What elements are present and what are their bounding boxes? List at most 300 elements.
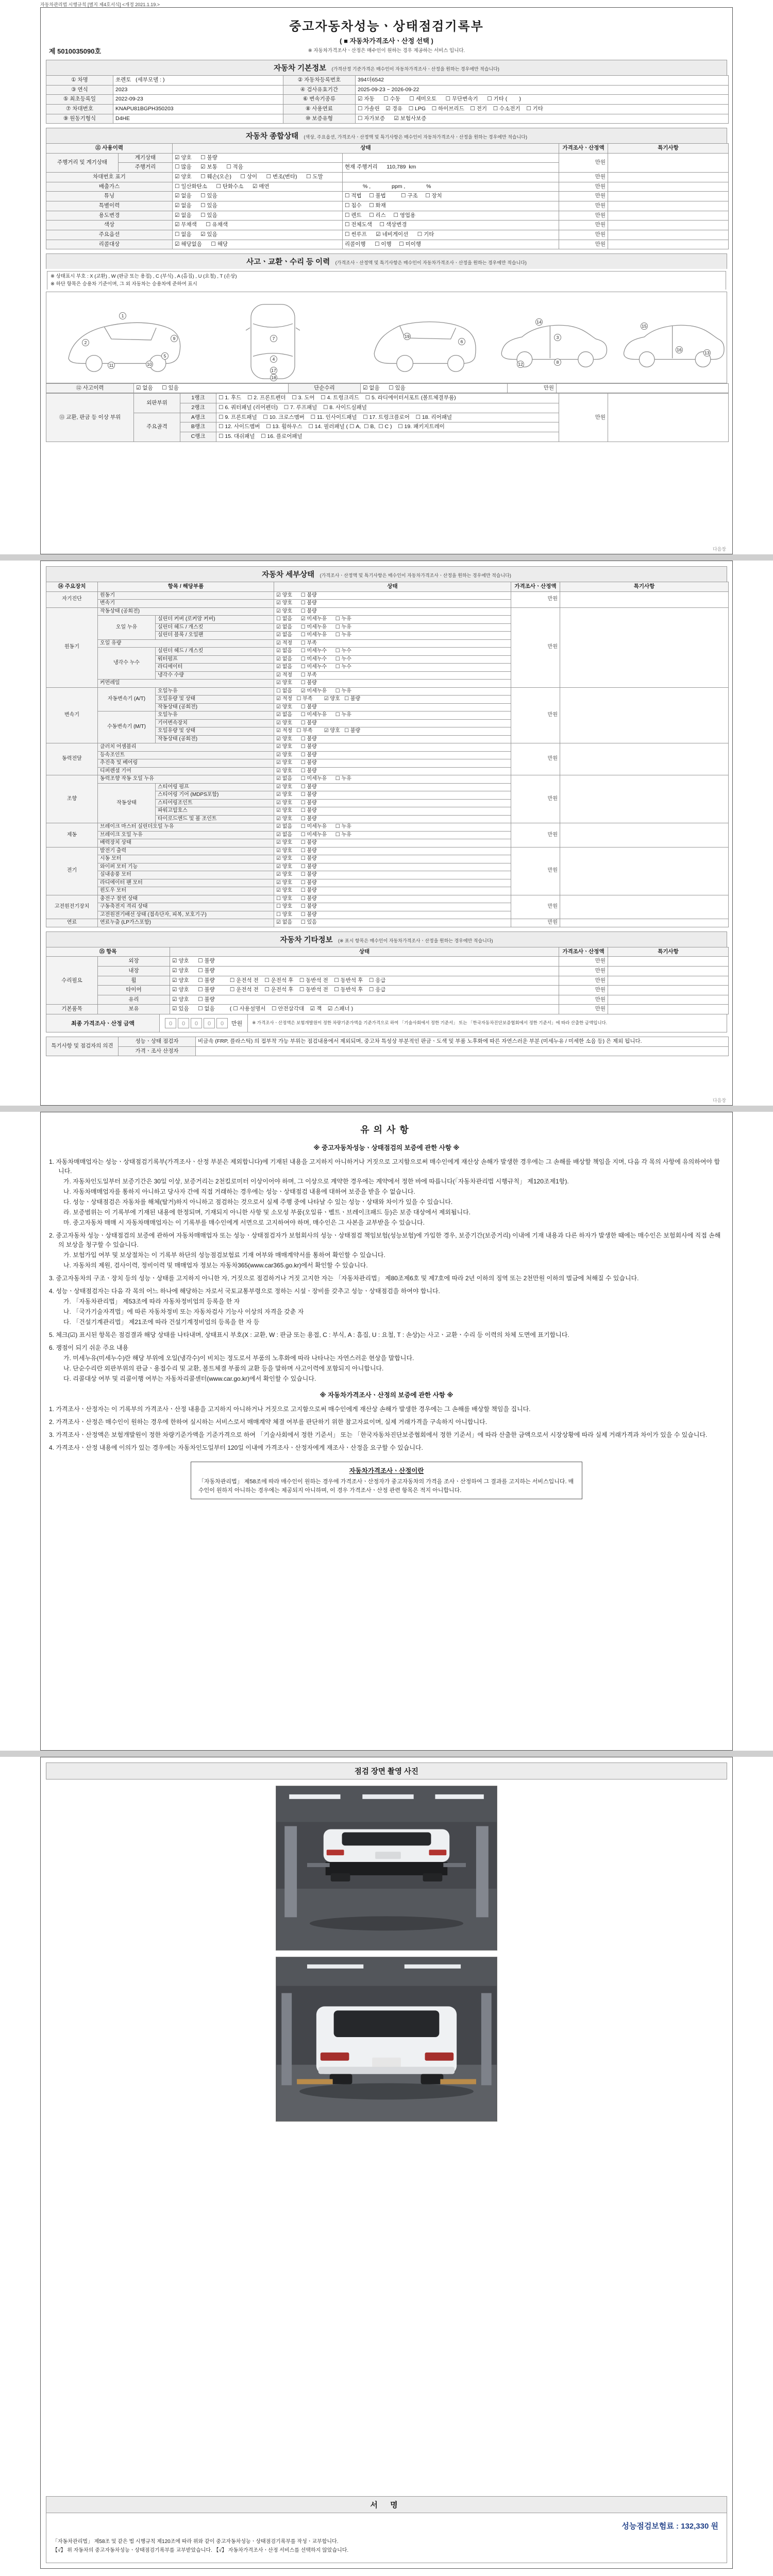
section-etc-subtitle: (※ 표시 항목은 매수인이 자동차가격조사ㆍ산정을 원하는 경우에만 적습니다): [338, 938, 493, 943]
etc-status: ☑ 양호 ☐ 불량: [170, 966, 559, 976]
detail-item: 브레이크 오일 누유: [98, 831, 274, 839]
etc-item: 유리: [98, 995, 170, 1005]
etc-row: [46, 986, 729, 995]
detail-status: ☑ 적정 ☐ 부족: [274, 639, 511, 648]
document-number: 제 5010035090호: [49, 47, 102, 55]
page-3: [40, 1112, 733, 1751]
notice-body: [46, 1143, 727, 1452]
detail-status: ☑ 양호 ☐ 불량: [274, 839, 511, 848]
detail-item: 추진축 및 베어링: [98, 759, 274, 768]
final-price-unit: 만원: [231, 1021, 243, 1027]
detail-item: 기어변속장치: [156, 719, 274, 727]
notice-line-text: 나. 「국가기술자격법」에 따른 자동차정비 또는 자동차검사 기능사 이상의 자격을 갖춘 자: [63, 1308, 304, 1315]
accident-remark: [557, 383, 729, 393]
summary-note: [343, 173, 559, 182]
next-page-label: 다음장: [712, 1098, 726, 1103]
detail-status: ☑ 양호 ☐ 불량: [274, 879, 511, 887]
detail-price: 만원: [511, 687, 560, 743]
diagram-number: 10: [146, 361, 153, 368]
basic-info-row: [46, 104, 729, 114]
section-etc-header: [46, 931, 727, 947]
signature-legal-line-2: 【√】 위 자동차의 중고자동차성능ㆍ상태점검기록부를 교부받았습니다. 【√】 자동차가격조사ㆍ산정 서비스를 선택하지 않았습니다.: [53, 2548, 349, 2553]
section-summary-subtitle: (색상, 주요옵션, 가격조사ㆍ산정액 및 특기사항은 매수인이 자동차가격조사ㆍ산정을 원하는 경우에만 적습니다): [304, 134, 527, 140]
detail-item: 와이퍼 모터 기능: [98, 863, 274, 871]
section-basic-title: 자동차 기본정보: [274, 64, 327, 73]
notice-line: [49, 1177, 724, 1186]
detail-item: 워터펌프: [156, 655, 274, 664]
notice-line-text: 나. 자동차매매업자를 통하지 아니하고 당사자 간에 직접 거래하는 경우에는 성능ㆍ상태점검 내용에 대하여 보증을 받을 수 없습니다.: [63, 1188, 415, 1195]
summary-item: 주행거리 및 계기상태: [46, 153, 119, 172]
exchange-part-label: ⑬ 교환, 판금 등 이상 부위: [46, 394, 134, 442]
section-accident-header: [46, 253, 727, 269]
detail-status: ☑ 양호 ☐ 불량: [274, 607, 511, 616]
detail-item: 작동상태 (공회전): [156, 735, 274, 743]
section-detail-subtitle: (가격조사ㆍ산정액 및 특기사항은 매수인이 자동차가격조사ㆍ산정을 원하는 경우에만 적습니다): [320, 573, 511, 578]
detail-item: 발전기 출력: [98, 847, 274, 855]
price-digit-box: 0: [191, 1018, 202, 1028]
detail-status: ☑ 적정 ☐ 부족 ☑ 양호 ☐ 불량: [274, 696, 511, 704]
basic-label: ④ 검사유효기간: [283, 85, 356, 95]
basic-value: KNAPU81BGPH350203: [113, 104, 283, 114]
summary-price: 만원: [559, 230, 608, 240]
section-basic-subtitle: (가격산정 기준가격은 매수인이 자동차가격조사ㆍ산정을 원하는 경우에만 적습니다): [331, 66, 499, 72]
summary-note: ☐ 썬루프 ☑ 네비게이션 ☐ 기타: [343, 230, 559, 240]
summary-row: [46, 182, 729, 192]
photo-1-lift-scene: [276, 1786, 497, 1950]
notice-line: [49, 1208, 724, 1217]
detail-item: 스티어링 펌프: [156, 783, 274, 791]
notice-line-text: 2. 가격조사ㆍ산정은 매수인이 원하는 경우에 한하여 실시하는 서비스로서 매매계약 체결 여부를 판단하기 위한 참고자료이며, 실제 거래가격을 구속하지 아니합니다.: [49, 1418, 488, 1426]
detail-item: 고전원전기배선 상태 (접속단자, 피복, 보호기구): [98, 911, 274, 919]
detail-group: 연료: [46, 919, 98, 927]
price-appraisal-definition-box: [191, 1462, 582, 1500]
page-gap: [0, 554, 773, 561]
detail-item: 오일유량 및 상태: [156, 696, 274, 704]
summary-row: [46, 211, 729, 221]
page-2: [40, 561, 733, 1106]
detail-table: [46, 582, 729, 927]
detail-status: ☑ 없음 ☐ 있음: [274, 919, 511, 927]
etc-remark: [608, 1005, 729, 1014]
next-page-label: 다음장: [712, 547, 726, 552]
detail-price: 만원: [511, 823, 560, 848]
detail-header-row: [46, 582, 729, 592]
basic-info-table: [46, 75, 729, 124]
diagram-number: 9: [171, 335, 178, 342]
detail-remark: [560, 775, 729, 823]
diagram-number: 11: [108, 362, 115, 369]
summary-status: ☑ 없음 ☐ 있음: [173, 201, 343, 211]
etc-row: [46, 957, 729, 967]
etc-group: 기본품목: [46, 1005, 98, 1014]
etc-price: 만원: [559, 995, 608, 1005]
etc-item: 내장: [98, 966, 170, 976]
notice-line: [49, 1417, 724, 1427]
notice-line: [49, 1197, 724, 1207]
notice-line: [49, 1261, 724, 1270]
detail-item: 윈도우 모터: [98, 887, 274, 895]
detail-item: 타이로드엔드 및 볼 조인트: [156, 815, 274, 823]
page-4: [40, 1757, 733, 2569]
diagram-number: 8: [554, 359, 561, 366]
accident-price: 만원: [508, 383, 557, 393]
price-digit-box: 0: [216, 1018, 228, 1028]
detail-status: ☐ 없음 ☑ 미세누유 ☐ 누유: [274, 616, 511, 624]
summary-remark: [608, 192, 729, 201]
exchange-rank-label: A랭크: [180, 413, 216, 422]
basic-value: 2023: [113, 85, 283, 95]
detail-item: 커먼레일: [98, 680, 274, 688]
summary-row: [46, 173, 729, 182]
detail-status: ☑ 양호 ☐ 불량: [274, 719, 511, 727]
detail-item: 냉각수 수량: [156, 671, 274, 680]
detail-col-price: 가격조사ㆍ산정액: [511, 582, 560, 592]
detail-status: ☑ 없음 ☐ 미세누유 ☐ 누유: [274, 623, 511, 632]
summary-row: [46, 230, 729, 240]
notice-line-text: 가. 보험가입 여부 및 보상절차는 이 기록부 하단의 성능점검보험료 기재 여부와 매매계약서를 통하여 확인할 수 있습니다.: [63, 1251, 385, 1259]
opinion-row-appraiser: [46, 1046, 729, 1056]
notice-line: [49, 1374, 724, 1383]
etc-table: [46, 947, 729, 1014]
opinion-text-inspector: 비금속 (FRP, 플라스틱) 의 접부착 가능 부위는 점검내용에서 제외되며, 중고차 특성상 부분적인 판금ㆍ도색 및 부품 노후화에 따른 자연스러운 부분 (미세누유 / 미세한 소음 등) 은 제외 됩니다.: [196, 1037, 729, 1047]
etc-header-row: [46, 947, 729, 957]
section-accident-subtitle: (가격조사ㆍ산정액 및 특기사항은 매수인이 자동차가격조사ㆍ산정을 원하는 경우에만 적습니다): [335, 260, 527, 266]
section-etc-title: 자동차 기타정보: [280, 936, 333, 944]
detail-status: ☐ 양호 ☐ 불량: [274, 903, 511, 911]
detail-price: 만원: [511, 607, 560, 687]
section-detail-header: [46, 566, 727, 582]
form-reference: 자동차관리법 시행규칙 [별지 제4호서식] <개정 2021.1.19.>: [40, 2, 160, 7]
detail-group: 조향: [46, 775, 98, 823]
notice-line-text: 4. 성능ㆍ상태점검자는 다음 각 목의 어느 하나에 해당하는 자로서 국토교통부령으로 정하는 시설ㆍ장비를 갖추고 성능ㆍ상태점검을 하여야 합니다.: [49, 1287, 440, 1295]
etc-col-item: ⑮ 항목: [46, 947, 170, 957]
exchange-items: ☐ 15. 대쉬패널 ☐ 16. 플로어패널: [216, 432, 559, 442]
notice-line-text: 가. 자동차인도일부터 보증기간은 30일 이상, 보증거리는 2천킬로미터 이상이어야 하며, 그 이상으로 계약한 경우에는 계약에서 정한 바에 따릅니다(「자동차관리법 시행규칙」 제120조제1항).: [63, 1177, 569, 1185]
detail-status: ☑ 없음 ☐ 미세누유 ☐ 누유: [274, 711, 511, 720]
detail-item: 작동상태 (공회전): [156, 703, 274, 711]
diagram-number: 18: [270, 374, 277, 381]
summary-note: ☐ 전체도색 ☐ 색상변경: [343, 221, 559, 230]
notice-line-text: 2. 중고자동차 성능ㆍ상태점검의 보증에 관하여 자동차매매업자 또는 성능ㆍ상태점검자가 보험회사의 성능ㆍ상태점검 책임보험(성능보험)에 가입한 경우, 보증기간(보증거리) 이내에 기재 내용과 다른 하자가 발생한 때에는 매수인은 보험회사에 직접 손해의 보상을 청구할 수 있습니다.: [49, 1231, 721, 1248]
summary-price: 만원: [559, 221, 608, 230]
basic-info-row: [46, 76, 729, 86]
opinion-text-appraiser: [196, 1046, 729, 1056]
detail-group: 동력전달: [46, 743, 98, 775]
detail-item: 연료누출 (LP가스포함): [98, 919, 274, 927]
final-price-digits: [160, 1016, 247, 1030]
notice-line-text: 4. 가격조사ㆍ산정 내용에 이의가 있는 경우에는 자동차인도일부터 120일 이내에 가격조사ㆍ산정자에게 재조사ㆍ산정을 요구할 수 있습니다.: [49, 1444, 423, 1451]
diagram-number: 12: [517, 361, 524, 368]
detail-status: ☑ 양호 ☐ 불량: [274, 847, 511, 855]
basic-value: 2022-09-23: [113, 95, 283, 105]
summary-remark: [608, 211, 729, 221]
section-detail-title: 자동차 세부상태: [262, 571, 315, 579]
notice-line-text: 다. 「건설기계관리법」 제21조에 따라 건설기계정비업의 등록을 한 자 등: [63, 1318, 260, 1326]
summary-note: ☐ 렌트 ☐ 리스 ☐ 영업용: [343, 211, 559, 221]
price-option-subtitle: ( ■ 자동차가격조사ㆍ산정 선택 ): [340, 37, 433, 45]
damage-code-note-1: ※ 상태표시 부호 : X (교환) , W (판금 또는 용접) , C (부식) , A (흠집) , U (요철) , T (손상): [51, 274, 237, 280]
exchange-rank-label: B랭크: [180, 422, 216, 432]
detail-status: ☐ 양호 ☐ 불량: [274, 895, 511, 903]
basic-info-row: [46, 114, 729, 124]
summary-note: ☐ 적법 ☐ 불법 ☐ 구조 ☐ 장치: [343, 192, 559, 201]
summary-status: ☐ 없음 ☑ 있음: [173, 230, 343, 240]
summary-table: [46, 143, 729, 249]
etc-status: ☑ 양호 ☐ 불량: [170, 957, 559, 967]
accident-history-label: ⑫ 사고이력: [46, 383, 134, 393]
detail-row: [46, 591, 729, 600]
detail-group: 변속기: [46, 687, 98, 743]
summary-note: 현재 주행거리 110,789 km: [343, 163, 559, 173]
detail-row: [46, 743, 729, 752]
summary-status: ☐ 일산화탄소 ☐ 탄화수소 ☑ 매연: [173, 182, 343, 192]
summary-row: [46, 221, 729, 230]
detail-remark: [560, 687, 729, 743]
summary-item: 튜닝: [46, 192, 173, 201]
notice-line-text: 5. 체크(☑) 표시된 항목은 점검결과 해당 상태를 나타내며, 상태표시 부호(X : 교환, W : 판금 또는 용접, C : 부식, A : 흠집, U : 요철, T : 손상)는 사고ㆍ교환ㆍ수리 등 이력의 차체 도면에 표기합니다.: [49, 1331, 569, 1338]
basic-value: ☐ 자가보증 ☑ 보험사보증: [356, 114, 729, 124]
summary-subitem: 계기상태: [119, 153, 173, 163]
summary-status: ☑ 양호 ☐ 훼손(오손) ☐ 상이 ☐ 변조(변타) ☐ 도말: [173, 173, 343, 182]
detail-item: 오일누유: [156, 687, 274, 696]
basic-value: ☑ 자동 ☐ 수동 ☐ 세미오토 ☐ 무단변속기 ☐ 기타 ( ): [356, 95, 729, 105]
detail-item: 클러치 어셈블리: [98, 743, 274, 752]
notice-line: [49, 1330, 724, 1340]
detail-status: ☑ 양호 ☐ 불량: [274, 751, 511, 759]
notice-line-text: 라. 보증범위는 이 기록부에 기재된 내용에 한정되며, 기재되지 아니한 사항 및 소모성 부품(오일류ㆍ벨트ㆍ브레이크패드 등)은 보증 대상에서 제외됩니다.: [63, 1208, 471, 1216]
detail-remark: [560, 607, 729, 687]
summary-col-price: 가격조사ㆍ산정액: [559, 144, 608, 154]
detail-col-item: 항목 / 해당부품: [98, 582, 274, 592]
detail-col-device: ⑭ 주요장치: [46, 582, 98, 592]
opinion-who-appraiser: 가격ㆍ조사 산정자: [119, 1046, 196, 1056]
etc-col-price: 가격조사ㆍ산정액: [559, 947, 608, 957]
detail-row: [46, 607, 729, 616]
detail-price: 만원: [511, 743, 560, 775]
exchange-zone-label: 외판부위: [134, 394, 180, 413]
detail-item: 등속조인트: [98, 751, 274, 759]
notice-line-text: 1. 가격조사ㆍ산정자는 이 기록부의 가격조사ㆍ산정 내용을 고지하지 아니하거나 거짓으로 고지함으로써 매수인에게 재산상 손해가 발생한 경우에는 그 손해를 배상할 책임을 집니다.: [49, 1405, 531, 1413]
diagram-number: 6: [458, 338, 465, 345]
simple-repair-label: 단순수리: [289, 383, 361, 393]
detail-row: [46, 847, 729, 855]
detail-item: 변속기: [98, 600, 274, 608]
detail-row: [46, 895, 729, 903]
detail-item: 라디에이터 팬 모터: [98, 879, 274, 887]
diagram-number: 7: [270, 335, 277, 342]
etc-remark: [608, 976, 729, 986]
summary-price: 만원: [559, 192, 608, 201]
inspection-insurance-fee: [55, 2520, 718, 2531]
price-option-note: ※ 자동차가격조사ㆍ산정은 매수인이 원하는 경우 제공하는 서비스 입니다.: [308, 48, 465, 54]
detail-remark: [560, 847, 729, 895]
summary-price: 만원: [559, 240, 608, 249]
detail-status: ☑ 없음 ☐ 미세누수 ☐ 누수: [274, 655, 511, 664]
car-outline-sketches: [46, 292, 727, 383]
detail-price: 만원: [511, 591, 560, 607]
summary-item: 리콜대상: [46, 240, 173, 249]
detail-remark: [560, 823, 729, 848]
summary-price: 만원: [559, 173, 608, 182]
summary-item: 주요옵션: [46, 230, 173, 240]
detail-subgroup: 오일 누유: [98, 616, 156, 640]
notice-line: [49, 1353, 724, 1363]
detail-item: 원동기: [98, 591, 274, 600]
notice-line-text: ※ 자동차가격조사ㆍ산정의 보증에 관한 사항 ※: [320, 1391, 453, 1399]
photo-section-title: 점검 장면 촬영 사진: [46, 1762, 727, 1780]
diagram-number: 16: [676, 346, 683, 353]
detail-row: [46, 823, 729, 832]
detail-status: ☑ 양호 ☐ 불량: [274, 791, 511, 800]
notice-title: 유의사항: [360, 1125, 413, 1135]
diagram-number: 15: [641, 323, 648, 330]
detail-row: [46, 919, 729, 927]
etc-status: ☑ 양호 ☐ 불량: [170, 995, 559, 1005]
etc-row: [46, 1005, 729, 1014]
damage-code-notes: [47, 271, 726, 290]
etc-status: ☑ 양호 ☐ 불량 ☐ 운전석 전 ☐ 운전석 후 ☐ 동반석 전 ☐ 동반석 후 ☐ 응급: [170, 976, 559, 986]
basic-value: D4HE: [113, 114, 283, 124]
notice-line: [49, 1143, 724, 1153]
accident-history-status: ☑ 없음 ☐ 있음: [134, 383, 289, 393]
signature-body: [46, 2513, 727, 2563]
summary-status: ☑ 없음 ☐ 있음: [173, 192, 343, 201]
page-1: [40, 7, 733, 554]
notice-line-text: 나. 단순수리란 외판부위의 판금ㆍ용접수리 및 교환, 볼트체결 부품의 교환 등을 말하며 사고이력에 포함되지 아니합니다.: [63, 1364, 384, 1372]
damage-diagram: [46, 292, 727, 383]
detail-status: ☑ 없음 ☐ 미세누유 ☐ 누유: [274, 831, 511, 839]
detail-item: 실내송풍 모터: [98, 871, 274, 879]
detail-item: 파워고압호스: [156, 807, 274, 816]
detail-status: ☐ 없음 ☑ 미세누유 ☐ 누유: [274, 687, 511, 696]
detail-row: [46, 775, 729, 784]
summary-item: 특별이력: [46, 201, 173, 211]
section-summary-header: [46, 128, 727, 143]
basic-label: ② 자동차등록번호: [283, 76, 356, 86]
summary-price: 만원: [559, 153, 608, 172]
summary-status: ☑ 무채색 ☐ 유채색: [173, 221, 343, 230]
detail-subgroup: 수동변속기 (M/T): [98, 711, 156, 743]
etc-price: 만원: [559, 966, 608, 976]
detail-item: 실린더 블록 / 오일팬: [156, 632, 274, 640]
notice-line: [49, 1391, 724, 1400]
summary-row: [46, 153, 729, 163]
notice-line-text: 가. 「자동차관리법」 제53조에 따라 자동차정비업의 등록을 한 자: [63, 1297, 240, 1305]
detail-subgroup: 자동변속기 (A/T): [98, 687, 156, 711]
diagram-number: 17: [270, 367, 277, 374]
detail-status: ☑ 양호 ☐ 불량: [274, 871, 511, 879]
page-gap: [0, 1106, 773, 1112]
summary-note: 리콜이행 ☐ 이행 ☐ 미이행: [343, 240, 559, 249]
detail-remark: [560, 591, 729, 607]
opinion-who-inspector: 성능ㆍ상태 점검자: [119, 1037, 196, 1047]
summary-row: [46, 192, 729, 201]
detail-group: 전기: [46, 847, 98, 895]
etc-price: 만원: [559, 976, 608, 986]
simple-repair-status: ☑ 없음 ☐ 있음: [361, 383, 508, 393]
etc-row: [46, 966, 729, 976]
detail-remark: [560, 919, 729, 927]
etc-group: 수리필요: [46, 957, 98, 1005]
diagram-number: 2: [82, 339, 89, 346]
detail-status: ☑ 양호 ☐ 불량: [274, 759, 511, 768]
basic-value: 쏘렌토 (세부모델 : ): [113, 76, 283, 86]
detail-status: ☑ 양호 ☐ 불량: [274, 855, 511, 863]
diagram-number: 5: [161, 352, 169, 360]
summary-item: 색상: [46, 221, 173, 230]
exchange-remark: [608, 394, 729, 442]
etc-price: 만원: [559, 957, 608, 967]
detail-item: 오일유량 및 상태: [156, 727, 274, 736]
summary-status: ☐ 많음 ☑ 보통 ☐ 적음: [173, 163, 343, 173]
detail-remark: [560, 743, 729, 775]
damage-code-note-2: ※ 하단 항목은 승용차 기준이며, 그 외 자동차는 승용차에 준하여 표시: [51, 281, 197, 287]
exchange-zone-label: 주요골격: [134, 413, 180, 442]
etc-col-remark: 특기사항: [608, 947, 729, 957]
notice-line: [49, 1443, 724, 1452]
price-digit-box: 0: [178, 1018, 189, 1028]
detail-status: ☑ 적정 ☐ 부족: [274, 671, 511, 680]
final-price-note: ※ 가격조사ㆍ산정액은 보험개발원이 정한 차량기준가액을 기준가격으로 하여 「기술사회에서 정한 기준서」 또는 「한국자동차진단보증협회에서 정한 기준서」에 따라 산출한 금액입니다.: [247, 1014, 727, 1032]
exchange-price: 만원: [559, 394, 608, 442]
notice-line: [49, 1317, 724, 1327]
basic-label: ⑥ 변속기종류: [283, 95, 356, 105]
detail-item: 라디에이터: [156, 664, 274, 672]
basic-label: ① 차명: [46, 76, 113, 86]
detail-group: 고전원전기장치: [46, 895, 98, 919]
basic-label: ⑨ 원동기형식: [46, 114, 113, 124]
detail-item: 작동상태 (공회전): [98, 607, 274, 616]
notice-line: [49, 1286, 724, 1296]
basic-value: ☐ 가솔린 ☑ 경유 ☐ LPG ☐ 하이브리드 ☐ 전기 ☐ 수소전기 ☐ 기타: [356, 104, 729, 114]
detail-status: ☑ 양호 ☐ 불량: [274, 863, 511, 871]
notice-line-text: 나. 자동차의 제원, 검사이력, 정비이력 및 매매업자 정보는 자동차365(www.car365.go.kr)에서 확인할 수 있습니다.: [63, 1261, 368, 1269]
detail-remark: [560, 895, 729, 919]
detail-group: 자기진단: [46, 591, 98, 607]
detail-subgroup: 작동상태: [98, 783, 156, 823]
detail-item: 스티어링조인트: [156, 799, 274, 807]
summary-price: 만원: [559, 201, 608, 211]
signature-section: [46, 2496, 727, 2563]
detail-col-status: 상태: [274, 582, 511, 592]
photo-2-rear-scene: [276, 1957, 497, 2121]
etc-remark: [608, 995, 729, 1005]
detail-status: ☑ 없음 ☐ 미세누수 ☐ 누수: [274, 648, 511, 656]
summary-col-remark: 특기사항: [608, 144, 729, 154]
detail-status: ☑ 적정 ☐ 부족 ☑ 양호 ☐ 불량: [274, 727, 511, 736]
notice-line: [49, 1404, 724, 1414]
basic-label: ⑦ 차대번호: [46, 104, 113, 114]
detail-item: 실린더 헤드 / 개스킷: [156, 648, 274, 656]
definition-box-title: 자동차가격조사ㆍ산정이란: [349, 1467, 424, 1475]
exchange-rank-label: C랭크: [180, 432, 216, 442]
detail-item: 충전구 절연 상태: [98, 895, 274, 903]
etc-price: 만원: [559, 986, 608, 995]
summary-remark: [608, 221, 729, 230]
diagram-number: 19: [404, 333, 411, 340]
notice-line-text: 3. 가격조사ㆍ산정액은 보험개발원이 정한 차량기준가액을 기준가격으로 하여 「기술사회에서 정한 기준서」 또는 「한국자동차진단보증협회에서 정한 기준서」에 따라 산출한 금액으로서 시장상황에 따라 실제 거래가격과 차이가 있을 수 있습니다.: [49, 1431, 708, 1438]
document-title: 중고자동차성능ㆍ상태점검기록부: [289, 20, 484, 33]
basic-info-row: [46, 95, 729, 105]
opinion-row-inspector: [46, 1037, 729, 1047]
summary-col-use: ⑪ 사용이력: [46, 144, 173, 154]
basic-value: 2025-09-23 ~ 2026-09-22: [356, 85, 729, 95]
notice-line: [49, 1157, 724, 1176]
basic-label: ⑧ 사용연료: [283, 104, 356, 114]
detail-col-remark: 특기사항: [560, 582, 729, 592]
exchange-rank-label: 2랭크: [180, 403, 216, 413]
notice-line: [49, 1307, 724, 1316]
